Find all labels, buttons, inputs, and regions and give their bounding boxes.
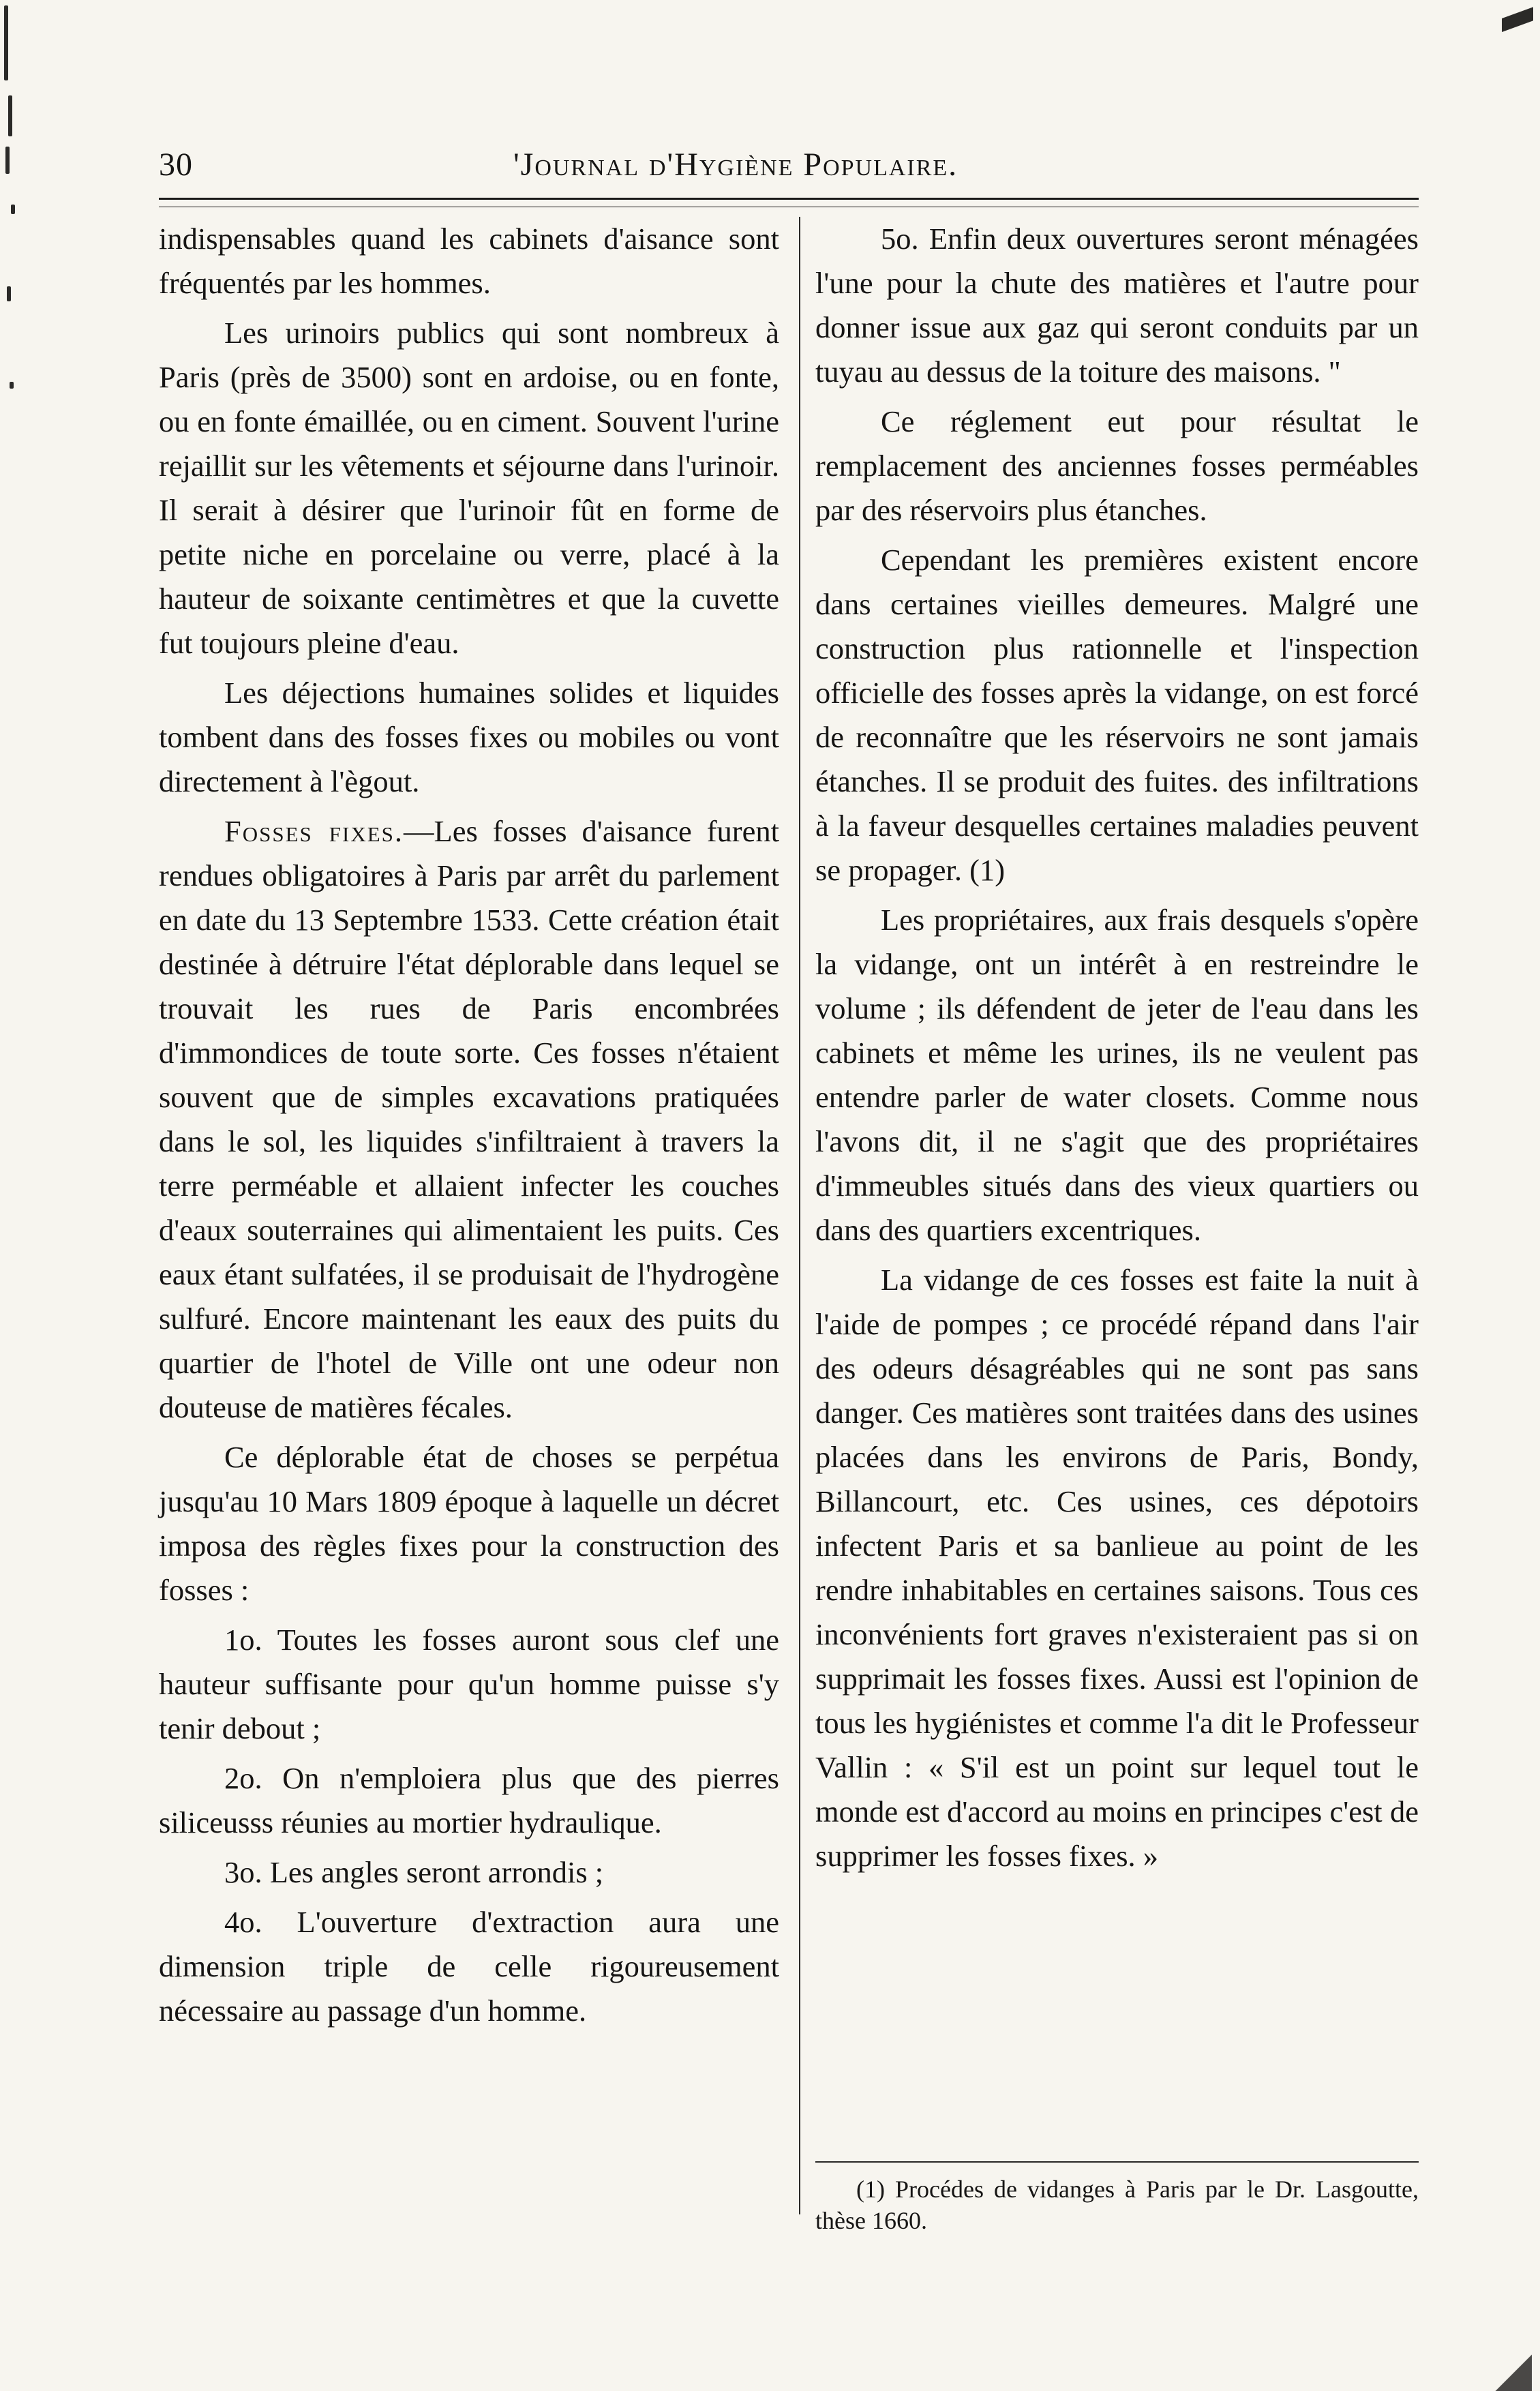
paragraph: Cependant les premières existent encore dans certaines vieilles demeures. Malgré une construction plus rationnelle et l'inspection officielle des fosses après la vidange, on est forcé de reconnaître que les réservoirs ne sont jamais étanches. Il se produit des fuites. des infiltrations à la faveur desquelles certaines maladies peuvent se propager. (1) [815, 543, 1419, 887]
header-double-rule [159, 198, 1419, 207]
running-title: 'Journal d'Hygiène Populaire. [513, 147, 958, 183]
paragraph: Ce déplorable état de choses se perpétua jusqu'au 10 Mars 1809 époque à laquelle un décret imposa des règles fixes pour la construction des fosses : [159, 1440, 779, 1607]
scan-corner-mark-bottom [1491, 2350, 1532, 2391]
left-column [159, 217, 779, 2039]
paragraph: indispensables quand les cabinets d'aisance sont fréquentés par les hommes. [159, 222, 779, 300]
scan-edge-marks [0, 0, 20, 477]
page-header [159, 142, 1419, 194]
footnote: (1) Procédes de vidanges à Paris par le Dr. Lasgoutte, thèse 1660. [815, 2176, 1419, 2234]
right-column [815, 217, 1419, 1884]
footnote-rule [815, 2161, 1419, 2163]
section-heading: Fosses fixes. [224, 814, 404, 848]
list-item: 1o. Toutes les fosses auront sous clef une hauteur suffisante pour qu'un homme puisse s'y tenir debout ; [159, 1623, 779, 1745]
scan-corner-mark [1502, 0, 1533, 34]
section-body: —Les fosses d'aisance furent rendues obligatoires à Paris par arrêt du parlement en date du 13 Septembre 1533. Cette création était destinée à détruire l'état déplorable dans lequel se trouvait les rues de Paris encombrées d'immondices de toute sorte. Ces fosses n'étaient souvent que de simples excavations pratiquées dans le sol, les liquides s'infiltraient à travers la terre perméable et allaient infecter les couches d'eaux souterraines qui alimentaient les puits. Ces eaux étant sulfatées, il se produisait de l'hydrogène sulfuré. Encore maintenant les eaux des puits du quartier de l'hotel de Ville ont une odeur non douteuse de matières fécales. [159, 814, 779, 1424]
paragraph: Les propriétaires, aux frais desquels s'opère la vidange, ont un intérêt à en restreindre le volume ; ils défendent de jeter de l'eau dans les cabinets et même les urines, ils ne veulent pas entendre parler de water closets. Comme nous l'avons dit, il ne s'agit que des propriétaires d'immeubles situés dans des vieux quartiers ou dans des quartiers excentriques. [815, 903, 1419, 1247]
page-number: 30 [159, 147, 193, 183]
list-item: 4o. L'ouverture d'extraction aura une dimension triple de celle rigoureusement nécessaire au passage d'un homme. [159, 1905, 779, 2028]
paragraph: La vidange de ces fosses est faite la nuit à l'aide de pompes ; ce procédé répand dans l'air des odeurs désagréables qui ne sont pas sans danger. Ces matières sont traitées dans des usines placées dans les environs de Paris, Bondy, Billancourt, etc. Ces usines, ces dépotoirs infectent Paris et sa banlieue au point de les rendre inhabitables en certaines saisons. Tous ces inconvénients fort graves n'existeraient pas si on supprimait les fosses fixes. Aussi est l'opinion de tous les hygiénistes et comme l'a dit le Professeur Vallin : « S'il est un point sur lequel tout le monde est d'accord au moins en principes c'est de supprimer les fosses fixes. » [815, 1263, 1419, 1873]
paragraph [159, 809, 779, 1430]
list-item: 2o. On n'emploiera plus que des pierres siliceusss réunies au mortier hydraulique. [159, 1761, 779, 1839]
list-item: 3o. Les angles seront arrondis ; [224, 1855, 604, 1889]
paragraph: Ce réglement eut pour résultat le remplacement des anciennes fosses perméables par des réservoirs plus étanches. [815, 404, 1419, 527]
list-item: 5o. Enfin deux ouvertures seront ménagées l'une pour la chute des matières et l'autre pour donner issue aux gaz qui seront conduits par un tuyau au dessus de la toiture des maisons. " [815, 222, 1419, 389]
paragraph: Les urinoirs publics qui sont nombreux à Paris (près de 3500) sont en ardoise, ou en fonte, ou en fonte émaillée, ou en ciment. Souvent l'urine rejaillit sur les vêtements et séjourne dans l'urinoir. Il serait à désirer que l'urinoir fût en forme de petite niche en porcelaine ou verre, placé à la hauteur de soixante centimètres et que la cuvette fut toujours pleine d'eau. [159, 316, 779, 660]
paragraph: Les déjections humaines solides et liquides tombent dans des fosses fixes ou mobiles ou vont directement à l'ègout. [159, 676, 779, 798]
column-divider [799, 217, 800, 2214]
